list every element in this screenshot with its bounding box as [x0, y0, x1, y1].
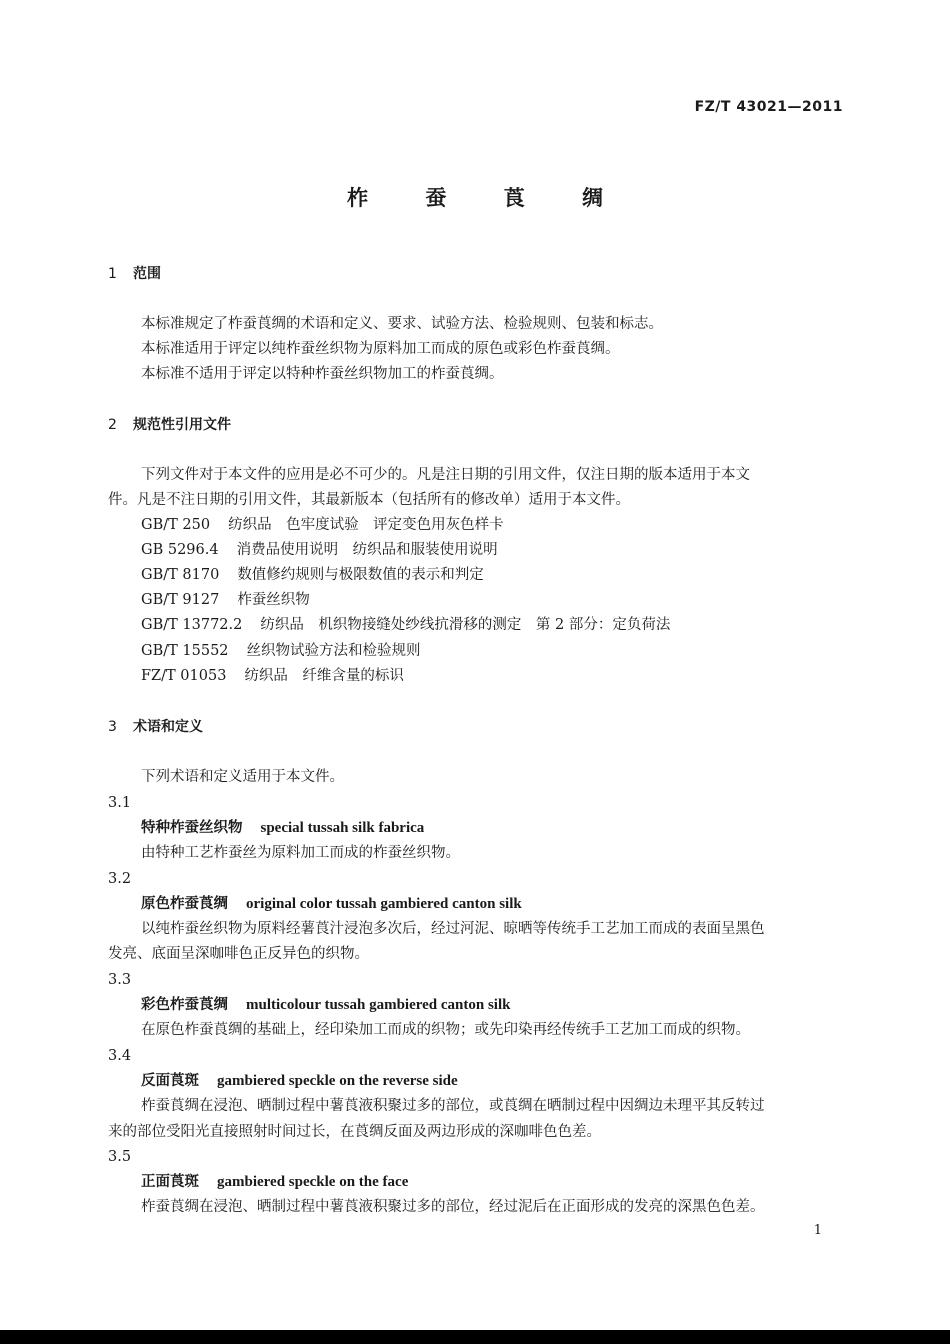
term-definition: 柞蚕莨绸在浸泡、晒制过程中薯莨液积聚过多的部位，或莨绸在晒制过程中因绸边未理平其反转过	[141, 1098, 765, 1114]
term-definition: 来的部位受阳光直接照射时间过长，在莨绸反面及两边形成的深咖啡色色差。	[108, 1124, 601, 1140]
section-2-heading: 2 规范性引用文件	[108, 417, 231, 433]
reference-item: GB/T 8170 数值修约规则与极限数值的表示和判定	[141, 567, 484, 583]
term-number: 3.1	[108, 795, 132, 811]
term-number: 3.4	[108, 1048, 132, 1064]
reference-item: GB/T 9127 柞蚕丝织物	[141, 592, 310, 608]
term-heading: 特种柞蚕丝织物 special tussah silk fabrica	[141, 820, 425, 836]
bottom-border	[0, 1330, 950, 1344]
term-number: 3.2	[108, 871, 132, 887]
term-definition: 以纯柞蚕丝织物为原料经薯莨汁浸泡多次后，经过河泥、晾晒等传统手工艺加工而成的表面呈黑色	[141, 921, 765, 937]
section-3-heading: 3 术语和定义	[108, 719, 203, 735]
paragraph: 本标准不适用于评定以特种柞蚕丝织物加工的柞蚕莨绸。	[141, 366, 504, 382]
paragraph: 本标准适用于评定以纯柞蚕丝织物为原料加工而成的原色或彩色柞蚕莨绸。	[141, 341, 620, 357]
reference-item: GB/T 15552 丝织物试验方法和检验规则	[141, 643, 421, 659]
standard-code: FZ/T 43021—2011	[694, 99, 843, 115]
term-number: 3.3	[108, 972, 132, 988]
term-heading: 彩色柞蚕莨绸 multicolour tussah gambiered canton silk	[141, 997, 511, 1013]
paragraph: 件。凡是不注日期的引用文件，其最新版本（包括所有的修改单）适用于本文件。	[108, 492, 630, 508]
reference-item: GB/T 13772.2 纺织品 机织物接缝处纱线抗滑移的测定 第 2 部分：定负荷法	[141, 617, 671, 633]
page-number: 1	[813, 1223, 822, 1238]
paragraph: 下列术语和定义适用于本文件。	[141, 769, 344, 785]
term-number: 3.5	[108, 1149, 132, 1165]
term-heading: 反面莨斑 gambiered speckle on the reverse side	[141, 1073, 458, 1089]
term-definition: 由特种工艺柞蚕丝为原料加工而成的柞蚕丝织物。	[141, 845, 460, 861]
term-heading: 正面莨斑 gambiered speckle on the face	[141, 1174, 409, 1190]
term-definition: 发亮、底面呈深咖啡色正反异色的织物。	[108, 946, 369, 962]
section-1-heading: 1 范围	[108, 266, 161, 282]
paragraph: 本标准规定了柞蚕莨绸的术语和定义、要求、试验方法、检验规则、包装和标志。	[141, 316, 663, 332]
reference-item: FZ/T 01053 纺织品 纤维含量的标识	[141, 668, 404, 684]
term-definition: 柞蚕莨绸在浸泡、晒制过程中薯莨液积聚过多的部位，经过泥后在正面形成的发亮的深黑色色差。	[141, 1199, 765, 1215]
reference-item: GB/T 250 纺织品 色牢度试验 评定变色用灰色样卡	[141, 517, 504, 533]
paragraph: 下列文件对于本文件的应用是必不可少的。凡是注日期的引用文件，仅注日期的版本适用于本文	[141, 467, 750, 483]
document-title: 柞 蚕 莨 绸	[347, 186, 628, 210]
term-heading: 原色柞蚕莨绸 original color tussah gambiered canton silk	[141, 896, 522, 912]
term-definition: 在原色柞蚕莨绸的基础上，经印染加工而成的织物；或先印染再经传统手工艺加工而成的织物。	[141, 1022, 750, 1038]
reference-item: GB 5296.4 消费品使用说明 纺织品和服装使用说明	[141, 542, 498, 558]
